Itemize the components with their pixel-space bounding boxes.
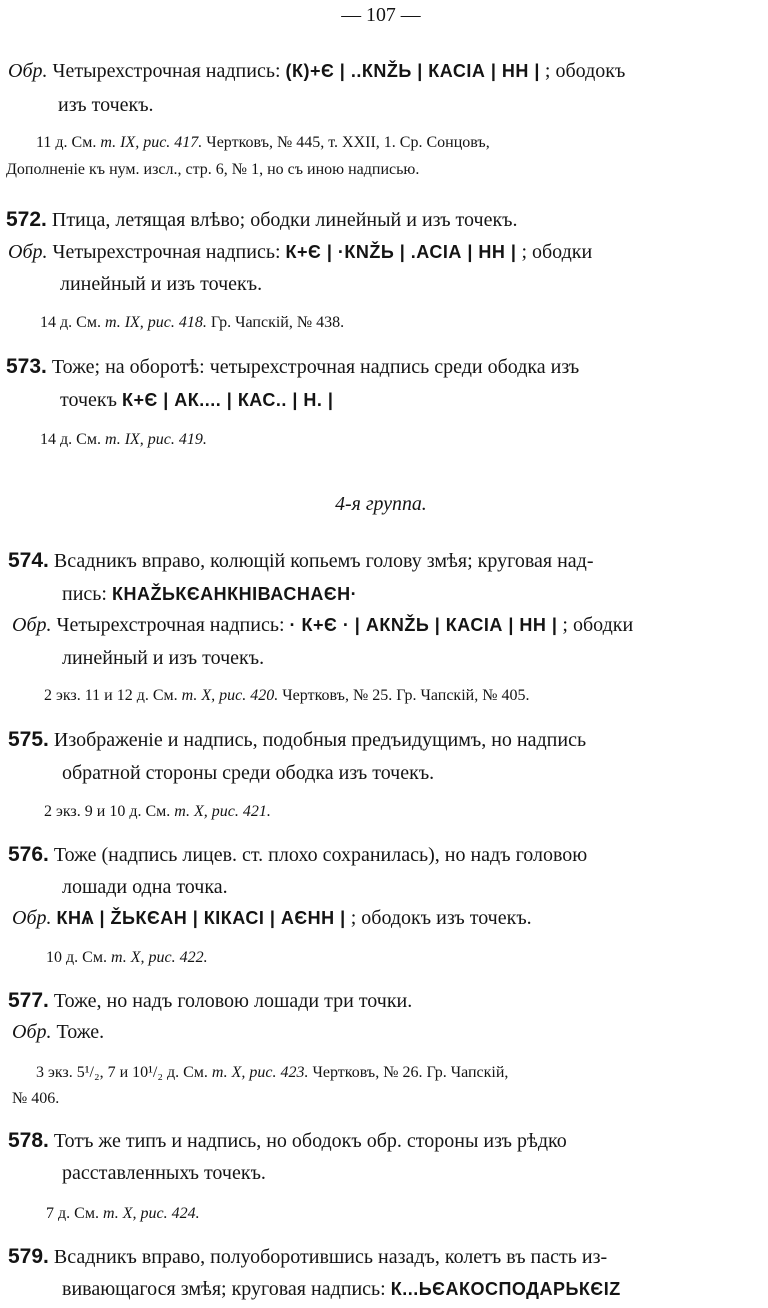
entry-text-line: пись: КНАŽЬКЄАНКНІВАСНАЄН·	[62, 583, 358, 605]
entry-573: 573. Тоже; на оборотѣ: четырехстрочная надпись среди ободка изъ	[6, 355, 580, 378]
reference-line: 3 экз. 5¹/₂, 7 и 10¹/₂ д. См. т. X, рис. 423. Чертковъ, № 26. Гр. Чапскій,	[36, 1064, 509, 1081]
entry-number: 573.	[6, 355, 47, 378]
entry-text-line: лошади одна точка.	[62, 876, 228, 898]
entry-text-line: обратной стороны среди ободка изъ точекъ.	[62, 762, 435, 784]
reference-line: Дополненіе къ нум. изсл., стр. 6, № 1, но съ иною надписью.	[6, 161, 420, 178]
group-title: 4-я группа.	[335, 493, 427, 515]
entry-obverse-line: Обр. Четырехстрочная надпись: (К)+Є | ..КNŽЬ | КАСІА | НН | ; ободокъ	[8, 60, 626, 82]
entry-text-line: линейный и изъ точекъ.	[62, 647, 265, 669]
entry-text-line: изъ точекъ.	[58, 94, 154, 116]
entry-number: 576.	[8, 843, 49, 866]
entry-576: 576. Тоже (надпись лицев. ст. плохо сохранилась), но надъ головою	[8, 843, 588, 866]
entry-number: 572.	[6, 208, 47, 231]
entry-572: 572. Птица, летящая влѣво; ободки линейный и изъ точекъ.	[6, 208, 518, 231]
entry-579: 579. Всадникъ вправо, полуоборотившись назадъ, колетъ въ пасть из-	[8, 1245, 608, 1268]
entry-obverse-line: Обр. Четырехстрочная надпись: К+Є | ·КNŽЬ | .АСІА | НН | ; ободки	[8, 241, 593, 263]
obverse-label: Обр.	[12, 614, 52, 636]
reference-line: 7 д. См. т. X, рис. 424.	[46, 1205, 200, 1222]
inscription: К+Є | ·КNŽЬ | .АСІА | НН |	[285, 242, 517, 262]
obverse-label: Обр.	[8, 241, 48, 263]
entry-obverse-line: Обр. Четырехстрочная надпись: · К+Є · | АКNŽЬ | КАСІА | НН | ; ободки	[12, 614, 634, 636]
entry-577: 577. Тоже, но надъ головою лошади три точки.	[8, 989, 413, 1012]
entry-575: 575. Изображеніе и надпись, подобныя предъидущимъ, но надпись	[8, 728, 587, 751]
entry-574: 574. Всадникъ вправо, колющій копьемъ голову змѣя; круговая над-	[8, 549, 594, 572]
reference-line: 10 д. См. т. X, рис. 422.	[46, 949, 208, 966]
reference-line: № 406.	[12, 1090, 60, 1107]
reference-line: 14 д. См. т. IX, рис. 418. Гр. Чапскій, № 438.	[40, 314, 345, 331]
entry-number: 574.	[8, 549, 49, 572]
entry-number: 579.	[8, 1245, 49, 1268]
inscription: КНѦ | ŽЬКЄАН | КІКАСІ | АЄНН |	[56, 908, 346, 928]
obverse-label: Обр.	[12, 1021, 52, 1043]
entry-number: 578.	[8, 1129, 49, 1152]
entry-578: 578. Тотъ же типъ и надпись, но ободокъ обр. стороны изъ рѣдко	[8, 1129, 567, 1152]
reference-line: 14 д. См. т. IX, рис. 419.	[40, 431, 207, 448]
obverse-label: Обр.	[12, 907, 52, 929]
inscription: КНАŽЬКЄАНКНІВАСНАЄН·	[111, 584, 358, 604]
inscription: (К)+Є | ..КNŽЬ | КАСІА | НН |	[285, 61, 540, 81]
entry-text-line: вивающагося змѣя; круговая надпись: К...ЬЄАКОСПОДАРЬКЄІZ	[62, 1278, 621, 1300]
reference-line: 11 д. См. т. IX, рис. 417. Чертковъ, № 445, т. XXII, 1. Ср. Сонцовъ,	[36, 134, 490, 151]
entry-number: 577.	[8, 989, 49, 1012]
entry-text-line: точекъ К+Є | АК.... | КАС.. | Н. |	[60, 389, 334, 411]
inscription: К+Є | АК.... | КАС.. | Н. |	[121, 390, 334, 410]
reference-line: 2 экз. 11 и 12 д. См. т. X, рис. 420. Чертковъ, № 25. Гр. Чапскій, № 405.	[44, 687, 530, 704]
inscription: · К+Є · | АКNŽЬ | КАСІА | НН |	[289, 615, 558, 635]
entry-obverse-line: Обр. Тоже.	[12, 1021, 105, 1043]
entry-number: 575.	[8, 728, 49, 751]
entry-text-line: линейный и изъ точекъ.	[60, 273, 263, 295]
page-number: — 107 —	[341, 4, 421, 26]
entry-obverse-line: Обр. КНѦ | ŽЬКЄАН | КІКАСІ | АЄНН | ; ободокъ изъ точекъ.	[12, 907, 532, 929]
obverse-label: Обр.	[8, 60, 48, 82]
reference-line: 2 экз. 9 и 10 д. См. т. X, рис. 421.	[44, 803, 271, 820]
entry-text-line: расставленныхъ точекъ.	[62, 1162, 266, 1184]
inscription: К...ЬЄАКОСПОДАРЬКЄІZ	[390, 1279, 621, 1299]
